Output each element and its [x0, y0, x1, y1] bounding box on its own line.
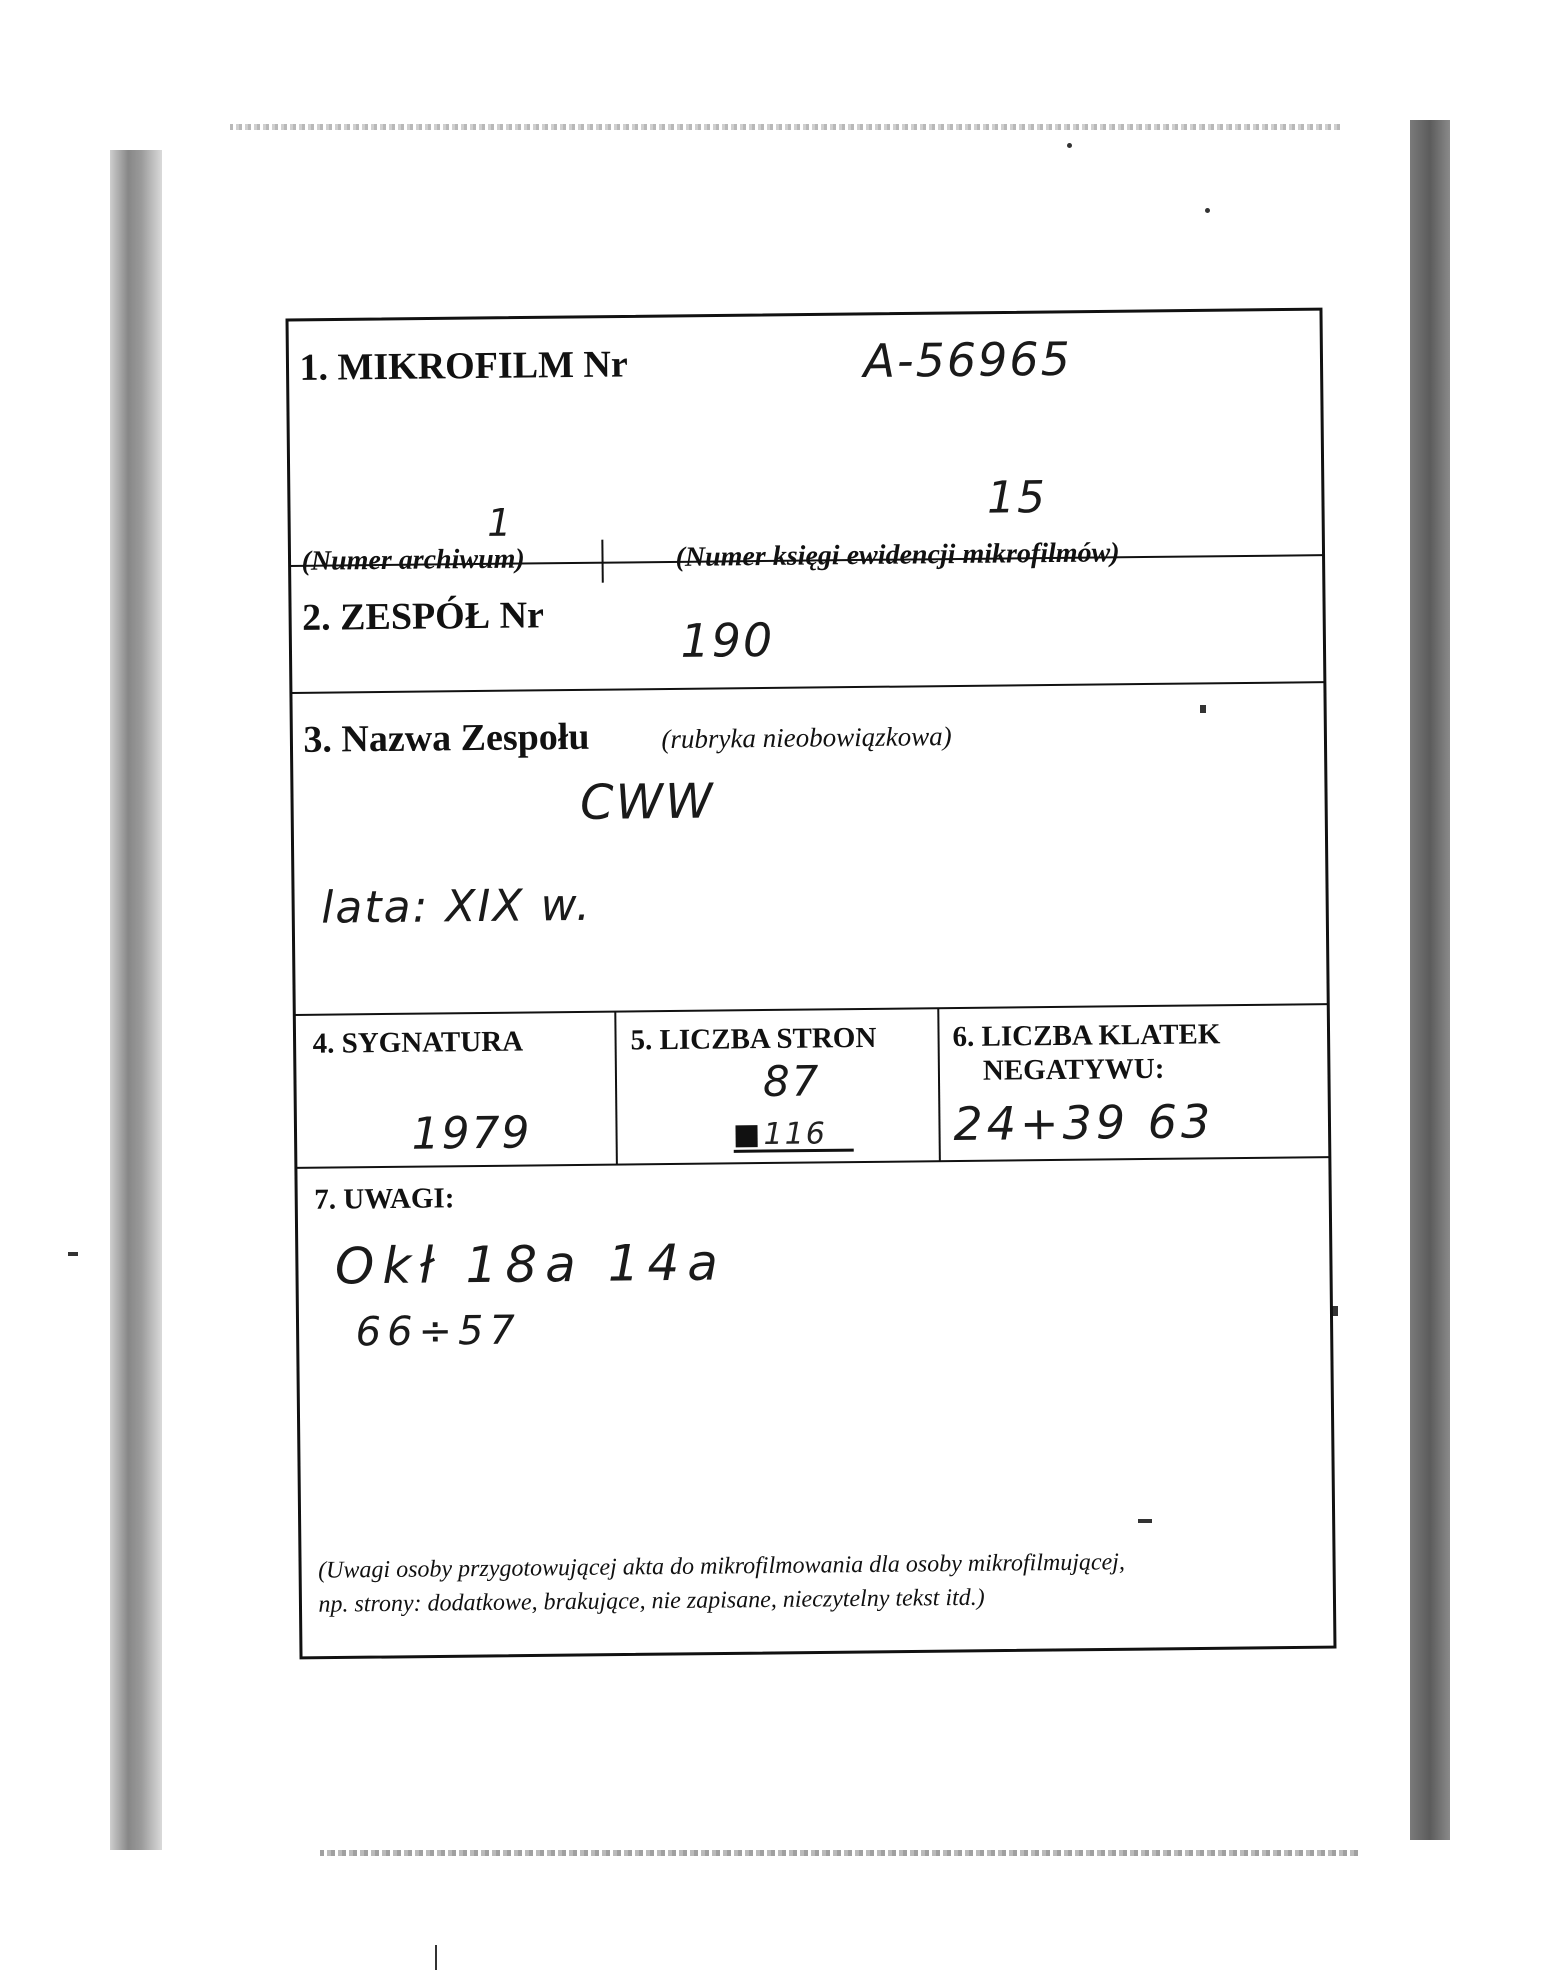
scan-edge-top [230, 124, 1340, 130]
signature-value: 1979 [411, 1107, 532, 1160]
frames-label-line1: 6. LICZBA KLATEK [952, 1018, 1221, 1054]
remarks-line1: Okł 18a 14a [334, 1233, 727, 1296]
fonds-name-label: 3. Nazwa Zespołu [303, 715, 590, 761]
fonds-name-note: (rubryka nieobowiązkowa) [661, 721, 952, 755]
scan-speck [435, 1945, 437, 1970]
pages-value: 87 [762, 1056, 821, 1107]
archive-number-caption: (Numer archiwum) [301, 543, 525, 577]
scan-speck [1067, 143, 1072, 148]
scan-edge-bottom [320, 1850, 1360, 1856]
microfilm-form [285, 307, 1339, 1663]
remarks-line2: 66÷57 [355, 1307, 522, 1356]
remarks-label: 7. UWAGI: [314, 1182, 455, 1216]
fonds-name-value: CWW [579, 773, 715, 831]
scan-shadow-right [1410, 120, 1450, 1840]
fonds-number-value: 190 [680, 612, 775, 668]
pages-crossed-value: 116 [763, 1116, 828, 1153]
frames-label-line2: NEGATYWU: [982, 1052, 1165, 1087]
microfilm-number-value: A-56965 [863, 331, 1073, 388]
footer-note-line1: (Uwagi osoby przygotowującej akta do mikrofilmowania dla osoby mikrofilmującej, [317, 1549, 1126, 1584]
footer-note-line2: np. strony: dodatkowe, brakujące, nie zapisane, nieczytelny tekst itd.) [318, 1584, 985, 1618]
pages-label: 5. LICZBA STRON [630, 1021, 877, 1057]
ledger-number-caption: (Numer księgi ewidencji mikrofilmów) [675, 537, 1120, 573]
ledger-number-value: 15 [986, 472, 1048, 524]
form-frame [285, 307, 1339, 1663]
fonds-number-label: 2. ZESPÓŁ Nr [301, 594, 545, 639]
years-value: lata: XIX w. [320, 879, 593, 934]
scan-shadow-left [110, 150, 162, 1850]
frames-value: 24+39 63 [953, 1094, 1215, 1152]
archive-number-value: 1 [486, 500, 514, 545]
microfilm-number-label: 1. MIKROFILM Nr [299, 343, 628, 389]
scan-speck [1205, 208, 1210, 213]
signature-label: 4. SYGNATURA [312, 1025, 524, 1060]
scan-speck [68, 1252, 78, 1256]
